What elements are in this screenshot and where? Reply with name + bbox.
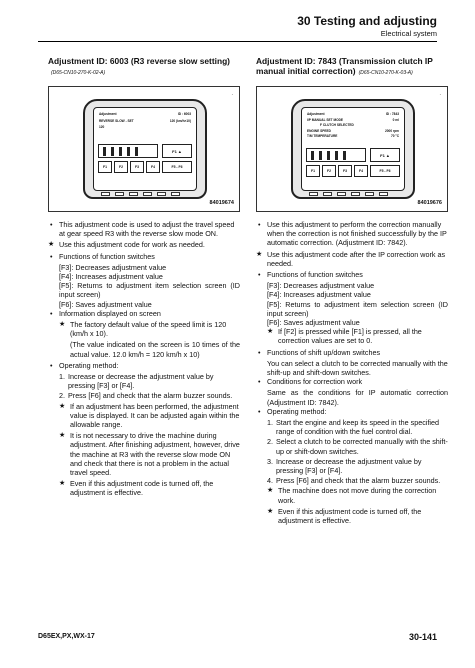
screen-function-row <box>306 165 402 177</box>
star-note: ★ The machine does not move during the correction work. <box>267 486 448 504</box>
screen-indicator: F1 ▲ <box>370 148 400 162</box>
star-note: ★ Even if this adjustment code is turned off, the adjustment is effective. <box>267 507 448 525</box>
step-text: Press [F6] and check that the alarm buzzer sounds. <box>68 391 233 401</box>
step-number: 2. <box>59 391 65 401</box>
step-item <box>48 372 240 390</box>
function-line: [F4]: Increases adjustment value <box>267 290 371 300</box>
screen-line: 120 (km/h×10) <box>169 119 191 123</box>
screen-key: F5 - F6 <box>162 161 192 173</box>
monitor-buttons <box>309 192 401 198</box>
star-note: ★ Even if this adjustment code is turned off, the adjustment is effective. <box>59 479 240 497</box>
function-line: [F5]: Returns to adjustment item selection screen (ID input screen) <box>267 299 448 318</box>
figure-mark: · <box>439 92 441 98</box>
left-section-title <box>48 56 240 86</box>
bullet-item: • Operating method: <box>48 361 240 370</box>
step-item <box>256 457 448 475</box>
screen-line: ID : 7843 <box>385 112 399 116</box>
bullet-item: • Functions of function switches <box>256 270 448 279</box>
function-line: [F4]: Increases adjustment value <box>59 272 163 282</box>
screen-line: ID : 6003 <box>177 112 191 116</box>
screen-line: I/P MANUAL SET MODE <box>307 118 344 122</box>
step-item <box>48 391 240 400</box>
star-note: ★ Use this adjustment code after the IP correction work as needed. <box>256 250 448 268</box>
section-subtitle: Electrical system <box>380 29 437 38</box>
screen-line: 0 ml <box>392 118 399 122</box>
left-body <box>48 220 240 498</box>
bullet-item: • Conditions for correction work <box>256 377 448 386</box>
step-number: 1. <box>267 418 273 428</box>
footer-page-number: 30-141 <box>408 632 437 642</box>
machine-monitor-illustration <box>291 99 415 199</box>
screen-line: Adjustment <box>307 112 325 116</box>
step-text: Increase or decrease the adjustment value by pressing [F3] or [F4]. <box>276 456 422 476</box>
body-text: You can select a clutch to be corrected manually with the shift-up and shift-down switches. <box>267 358 448 378</box>
star-note: ★ It is not necessary to drive the machine during adjustment. After finishing adjustment, however, drive the machine at R3 with the reverse slow mode ON and check that there is not a problem in the actual travel speed. <box>59 431 240 477</box>
right-column <box>256 56 448 527</box>
screen-line: 120 <box>99 125 105 129</box>
step-item <box>256 476 448 485</box>
screen-key: F1 <box>306 165 320 177</box>
star-note: ★ The factory default value of the speed limit is 120 (km/h x 10). <box>59 320 240 338</box>
left-title-code: (D65-CN10-270-K-02-A) <box>51 70 106 77</box>
page-header <box>0 0 475 45</box>
screen-line: REVERSE SLOW - SET <box>99 119 134 123</box>
bullet-item: • Functions of shift up/down switches <box>256 348 448 357</box>
monitor-screen <box>93 107 197 191</box>
gauge-bar <box>306 148 366 162</box>
left-figure <box>48 86 240 212</box>
bullet-item: • Information displayed on screen <box>48 309 240 318</box>
screen-key: F4 <box>354 165 368 177</box>
step-item <box>256 437 448 455</box>
star-note: ★ Use this adjustment code for work as needed. <box>48 240 240 249</box>
step-text: Press [F6] and check that the alarm buzzer sounds. <box>276 476 441 486</box>
step-number: 3. <box>267 456 273 466</box>
star-note: ★ If [F2] is pressed while [F1] is pressed, all the correction values are set to 0. <box>267 327 448 345</box>
right-body <box>256 220 448 525</box>
gauge-bar <box>98 144 158 158</box>
function-line: [F3]: Decreases adjustment value <box>267 281 375 291</box>
function-line: [F6]: Saves adjustment value <box>59 299 152 309</box>
step-number: 4. <box>267 476 273 486</box>
machine-monitor-illustration <box>83 99 207 199</box>
bullet-item: • This adjustment code is used to adjust the travel speed at gear speed R3 with the reverse slow mode ON. <box>48 220 240 238</box>
monitor-screen <box>301 107 405 191</box>
bullet-item: • Use this adjustment to perform the correction manually when the correction is not finished successfully by the IP automatic correction. (Adjustment ID: 7842). <box>256 220 448 248</box>
screen-line: 70 °C <box>390 134 399 138</box>
screen-gauge-panel <box>306 148 402 178</box>
bullet-item: • Functions of function switches <box>48 252 240 261</box>
step-number: 2. <box>267 437 273 447</box>
function-line: [F5]: Returns to adjustment item selection screen (ID input screen) <box>59 281 240 300</box>
step-text: Select a clutch to be corrected manually with the shift-up or shift-down switches. <box>276 437 448 456</box>
screen-line: 2000 rpm <box>385 129 399 133</box>
screen-function-row <box>98 161 194 173</box>
screen-line: T/M TEMPERATURE <box>307 134 338 138</box>
right-section-title <box>256 56 448 86</box>
left-title-text: Adjustment ID: 6003 (R3 reverse slow setting) <box>48 56 230 66</box>
step-item <box>256 418 448 436</box>
screen-key: F3 <box>130 161 144 173</box>
left-column <box>48 56 240 500</box>
screen-key: F3 <box>338 165 352 177</box>
star-note: ★ If an adjustment has been performed, the adjustment value is displayed. It can be adjusted again within the allowable range. <box>59 402 240 430</box>
figure-mark: · <box>231 92 233 98</box>
step-text: Start the engine and keep its speed in the specified range of condition with the fuel control dial. <box>276 418 440 437</box>
screen-key: F2 <box>114 161 128 173</box>
screen-line: ENGINE SPEED <box>307 129 331 133</box>
body-text: Same as the conditions for IP automatic correction (Adjustment ID: 7842). <box>267 388 448 407</box>
screen-key: F2 <box>322 165 336 177</box>
screen-key: F4 <box>146 161 160 173</box>
note-text: (The value indicated on the screen is 10 times of the actual value. 12.0 km/h = 120 km/h x 10) <box>70 340 240 359</box>
step-number: 1. <box>59 372 65 382</box>
screen-gauge-panel <box>98 144 194 174</box>
screen-line: Adjustment <box>99 112 117 116</box>
function-line: [F6]: Saves adjustment value <box>267 318 360 328</box>
screen-key: F1 <box>98 161 112 173</box>
figure-number: 84019674 <box>209 199 234 206</box>
chapter-title: 30 Testing and adjusting <box>297 14 437 28</box>
step-text: Increase or decrease the adjustment value by pressing [F3] or [F4]. <box>68 372 214 391</box>
bullet-item: • Operating method: <box>256 407 448 416</box>
right-figure <box>256 86 448 212</box>
monitor-buttons <box>101 192 193 198</box>
function-line: [F3]: Decreases adjustment value <box>59 262 167 272</box>
screen-key: F5 - F6 <box>370 165 400 177</box>
header-rule <box>38 41 437 42</box>
figure-number: 84019676 <box>417 199 442 206</box>
screen-indicator: F1 ▲ <box>162 144 192 158</box>
right-title-code: (D65-CN10-270-K-03-A) <box>358 70 413 77</box>
footer-model: D65EX,PX,WX-17 <box>38 633 95 640</box>
right-title-text: Adjustment ID: 7843 (Transmission clutch IP manual initial correction) <box>256 56 433 77</box>
screen-line: F CLUTCH SELECTED <box>320 123 354 127</box>
